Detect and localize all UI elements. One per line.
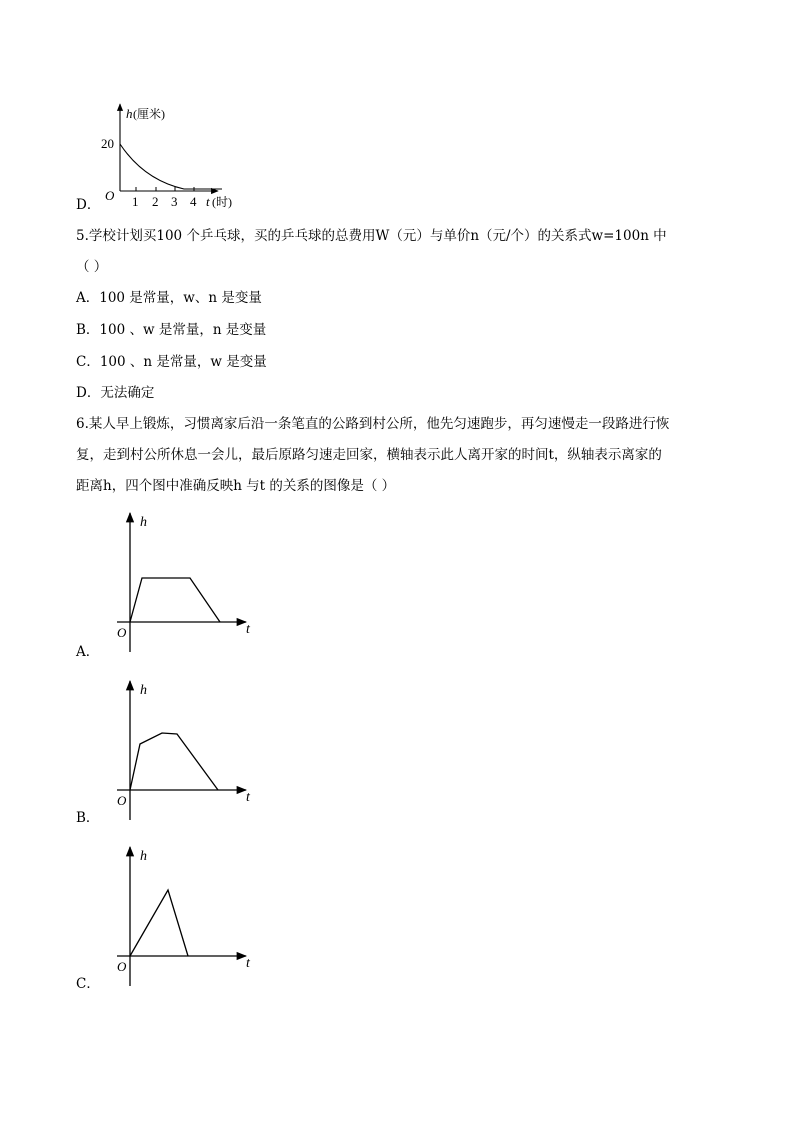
q6-stem-line3: 距离h，四个图中准确反映h 与t 的关系的图像是（ ）	[76, 478, 396, 494]
y-axis-label: h	[140, 683, 147, 698]
y-axis-label: h	[140, 849, 147, 864]
q4-option-d-label: D．	[76, 197, 101, 213]
q5-option-a: A．100 是常量，w、n 是变量	[76, 290, 262, 306]
x-axis-label: t	[246, 956, 250, 971]
q6-graph-b	[100, 676, 260, 821]
x-tick-label-1: 1	[132, 194, 139, 209]
q6-graph-c-label: C．	[76, 976, 100, 992]
y-tick-label: 20	[101, 136, 114, 151]
x-axis-label: t	[206, 194, 210, 209]
x-axis-unit: (时)	[212, 195, 232, 209]
origin-label: O	[117, 793, 127, 808]
y-axis-label: h	[140, 515, 147, 530]
origin-label: O	[105, 188, 115, 203]
decay-curve	[120, 144, 222, 189]
y-axis-label: h	[126, 106, 133, 121]
x-axis-label: t	[246, 790, 250, 805]
distance-time-line	[130, 890, 188, 956]
distance-time-line	[130, 733, 218, 790]
q5-stem-line2: （ ）	[76, 259, 108, 275]
q6-graph-b-label: B．	[76, 810, 100, 826]
q6-graph-a-label: A．	[76, 644, 100, 660]
q4-option-d-graph	[94, 98, 274, 213]
q6-graph-c	[100, 842, 260, 987]
y-axis-unit: (厘米)	[133, 107, 165, 121]
q5-option-d: D．无法确定	[76, 385, 155, 401]
x-tick-label-3: 3	[171, 194, 178, 209]
q5-option-c: C．100 、n 是常量，w 是变量	[76, 354, 267, 370]
origin-label: O	[117, 625, 127, 640]
x-tick-label-4: 4	[190, 194, 197, 209]
origin-label: O	[117, 959, 127, 974]
distance-time-line	[130, 578, 220, 622]
q6-stem-line1: 6.某人早上锻炼，习惯离家后沿一条笔直的公路到村公所，他先匀速跑步，再匀速慢走一段路进行恢	[76, 416, 670, 432]
x-axis-label: t	[246, 622, 250, 637]
q6-stem-line2: 复，走到村公所休息一会儿，最后原路匀速走回家，横轴表示此人离开家的时间t，纵轴表示离家的	[76, 447, 662, 463]
q5-stem-line1: 5.学校计划买100 个乒乓球，买的乒乓球的总费用W（元）与单价n（元/个）的关系式w=100n 中	[76, 228, 667, 244]
q6-graph-a	[100, 508, 260, 653]
q5-option-b: B．100 、w 是常量，n 是变量	[76, 322, 267, 338]
x-tick-label-2: 2	[152, 194, 159, 209]
